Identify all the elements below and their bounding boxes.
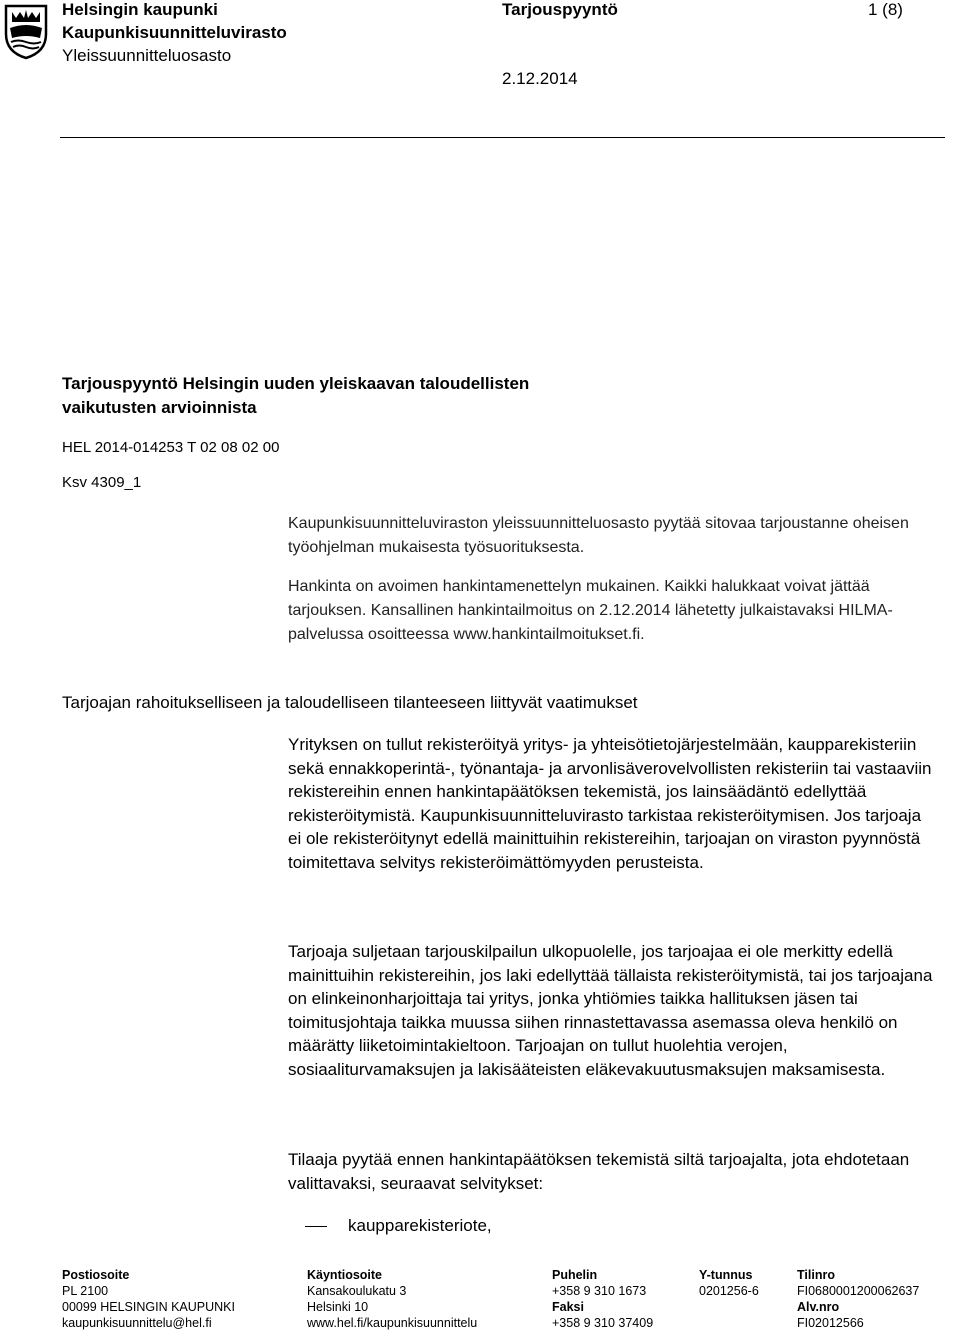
list-bullet-dash xyxy=(305,1226,327,1227)
footer-label-phone: Puhelin xyxy=(552,1268,598,1282)
reference-hel: HEL 2014-014253 T 02 08 02 00 xyxy=(62,439,280,456)
footer-label-account: Tilinro xyxy=(797,1268,835,1282)
footer-account-number: FI0680001200062637 xyxy=(797,1284,920,1298)
document-date: 2.12.2014 xyxy=(502,69,578,88)
intro-paragraph-1: Kaupunkisuunnitteluviraston yleissuunnitteluosasto pyytää sitovaa tarjoustanne oheisen työohjelman mukaisesta työsuorituksesta. xyxy=(288,515,909,556)
footer-street: Kansakoulukatu 3 xyxy=(307,1284,407,1298)
footer-account xyxy=(797,1267,919,1331)
document-title-line-1: Tarjouspyyntö Helsingin uuden yleiskaavan taloudellisten xyxy=(62,374,530,393)
body-paragraph-1: Yrityksen on tullut rekisteröityä yritys- ja yhteisötietojärjestelmään, kaupparekisteriin sekä ennakkoperintä-, työnantaja- ja arvonlisäverovelvollisten rekisteriin tai vastaaviin rekistereihin ennen hankintapäätöksen tekemistä, jos lainsäädäntö edellyttää rekisteröitymistä. Kaupunkisuunnitteluvirasto tarkistaa rekisteröitymisen. Jos tarjoaja ei ole rekisteröitynyt edellä mainittuihin rekistereihin, tarjoajan on viraston pyynnöstä toimitettava selvitys rekisteröimättömyyden perusteista. xyxy=(288,735,932,872)
body-block-3 xyxy=(288,1148,938,1195)
reference-ksv: Ksv 4309_1 xyxy=(62,474,142,491)
page-number: 1 (8) xyxy=(868,0,903,19)
footer-label-postal: Postiosoite xyxy=(62,1268,130,1282)
intro-block xyxy=(288,512,928,560)
org-name: Helsingin kaupunki xyxy=(62,0,218,19)
body-paragraph-3: Tilaaja pyytää ennen hankintapäätöksen tekemistä siltä tarjoajalta, jota ehdotetaan valittavaksi, seuraavat selvitykset: xyxy=(288,1150,910,1193)
footer-phone-number: +358 9 310 1673 xyxy=(552,1284,647,1298)
footer-postal-city: 00099 HELSINGIN KAUPUNKI xyxy=(62,1300,235,1314)
unit-name: Yleissuunnitteluosasto xyxy=(62,46,232,65)
body-paragraph-2: Tarjoaja suljetaan tarjouskilpailun ulkopuolelle, jos tarjoajaa ei ole merkitty edellä mainittuihin rekistereihin, jos laki edellyttää tällaista rekisteröitymistä, tai jos tarjoajana on elinkeinonharjoittaja tai yritys, jonka yhtiömies taikka hallituksen jäsen tai toimitusjohtaja taikka muussa siihen rinnastettavassa asemassa oleva henkilö on määrätty liiketoimintakieltoon. Tarjoajan on tullut huolehtia verojen, sosiaaliturvamaksujen ja lakisääteisten eläkevakuutusmaksujen maksamisesta. xyxy=(288,942,933,1079)
footer-vat-number: FI02012566 xyxy=(797,1316,864,1330)
footer-phone xyxy=(552,1267,653,1331)
intro-paragraph-2: Hankinta on avoimen hankintamenettelyn mukainen. Kaikki halukkaat voivat jättää tarjouksen. Kansallinen hankintailmoitus on 2.12.2014 lähetetty julkaistavaksi HILMA-palvelussa osoitteessa www.hankintailmoitukset.fi. xyxy=(288,578,893,643)
document-type: Tarjouspyyntö xyxy=(502,0,618,19)
footer-email: kaupunkisuunnittelu@hel.fi xyxy=(62,1316,212,1330)
header-divider xyxy=(60,137,945,138)
list-item: kaupparekisteriote, xyxy=(348,1216,492,1235)
footer-fax-number: +358 9 310 37409 xyxy=(552,1316,654,1330)
footer-website: www.hel.fi/kaupunkisuunnittelu xyxy=(307,1316,478,1330)
footer-label-visiting: Käyntiosoite xyxy=(307,1268,383,1282)
footer-postal-address xyxy=(62,1267,235,1331)
helsinki-crest-logo xyxy=(4,4,48,60)
footer-visiting-address xyxy=(307,1267,477,1331)
document-title-line-2: vaikutusten arvioinnista xyxy=(62,398,257,417)
department-name: Kaupunkisuunnitteluvirasto xyxy=(62,23,287,42)
footer-postal-box: PL 2100 xyxy=(62,1284,109,1298)
footer-business-id-value: 0201256-6 xyxy=(699,1284,759,1298)
body-block-2 xyxy=(288,940,938,1081)
footer-business-id xyxy=(699,1267,759,1299)
footer-label-fax: Faksi xyxy=(552,1300,584,1314)
body-block-1 xyxy=(288,733,938,874)
section-heading: Tarjoajan rahoitukselliseen ja taloudelliseen tilanteeseen liittyvät vaatimukset xyxy=(62,693,638,712)
footer-label-vat: Alv.nro xyxy=(797,1300,840,1314)
intro-block-2 xyxy=(288,575,928,647)
footer-city: Helsinki 10 xyxy=(307,1300,369,1314)
footer-label-business-id: Y-tunnus xyxy=(699,1268,753,1282)
